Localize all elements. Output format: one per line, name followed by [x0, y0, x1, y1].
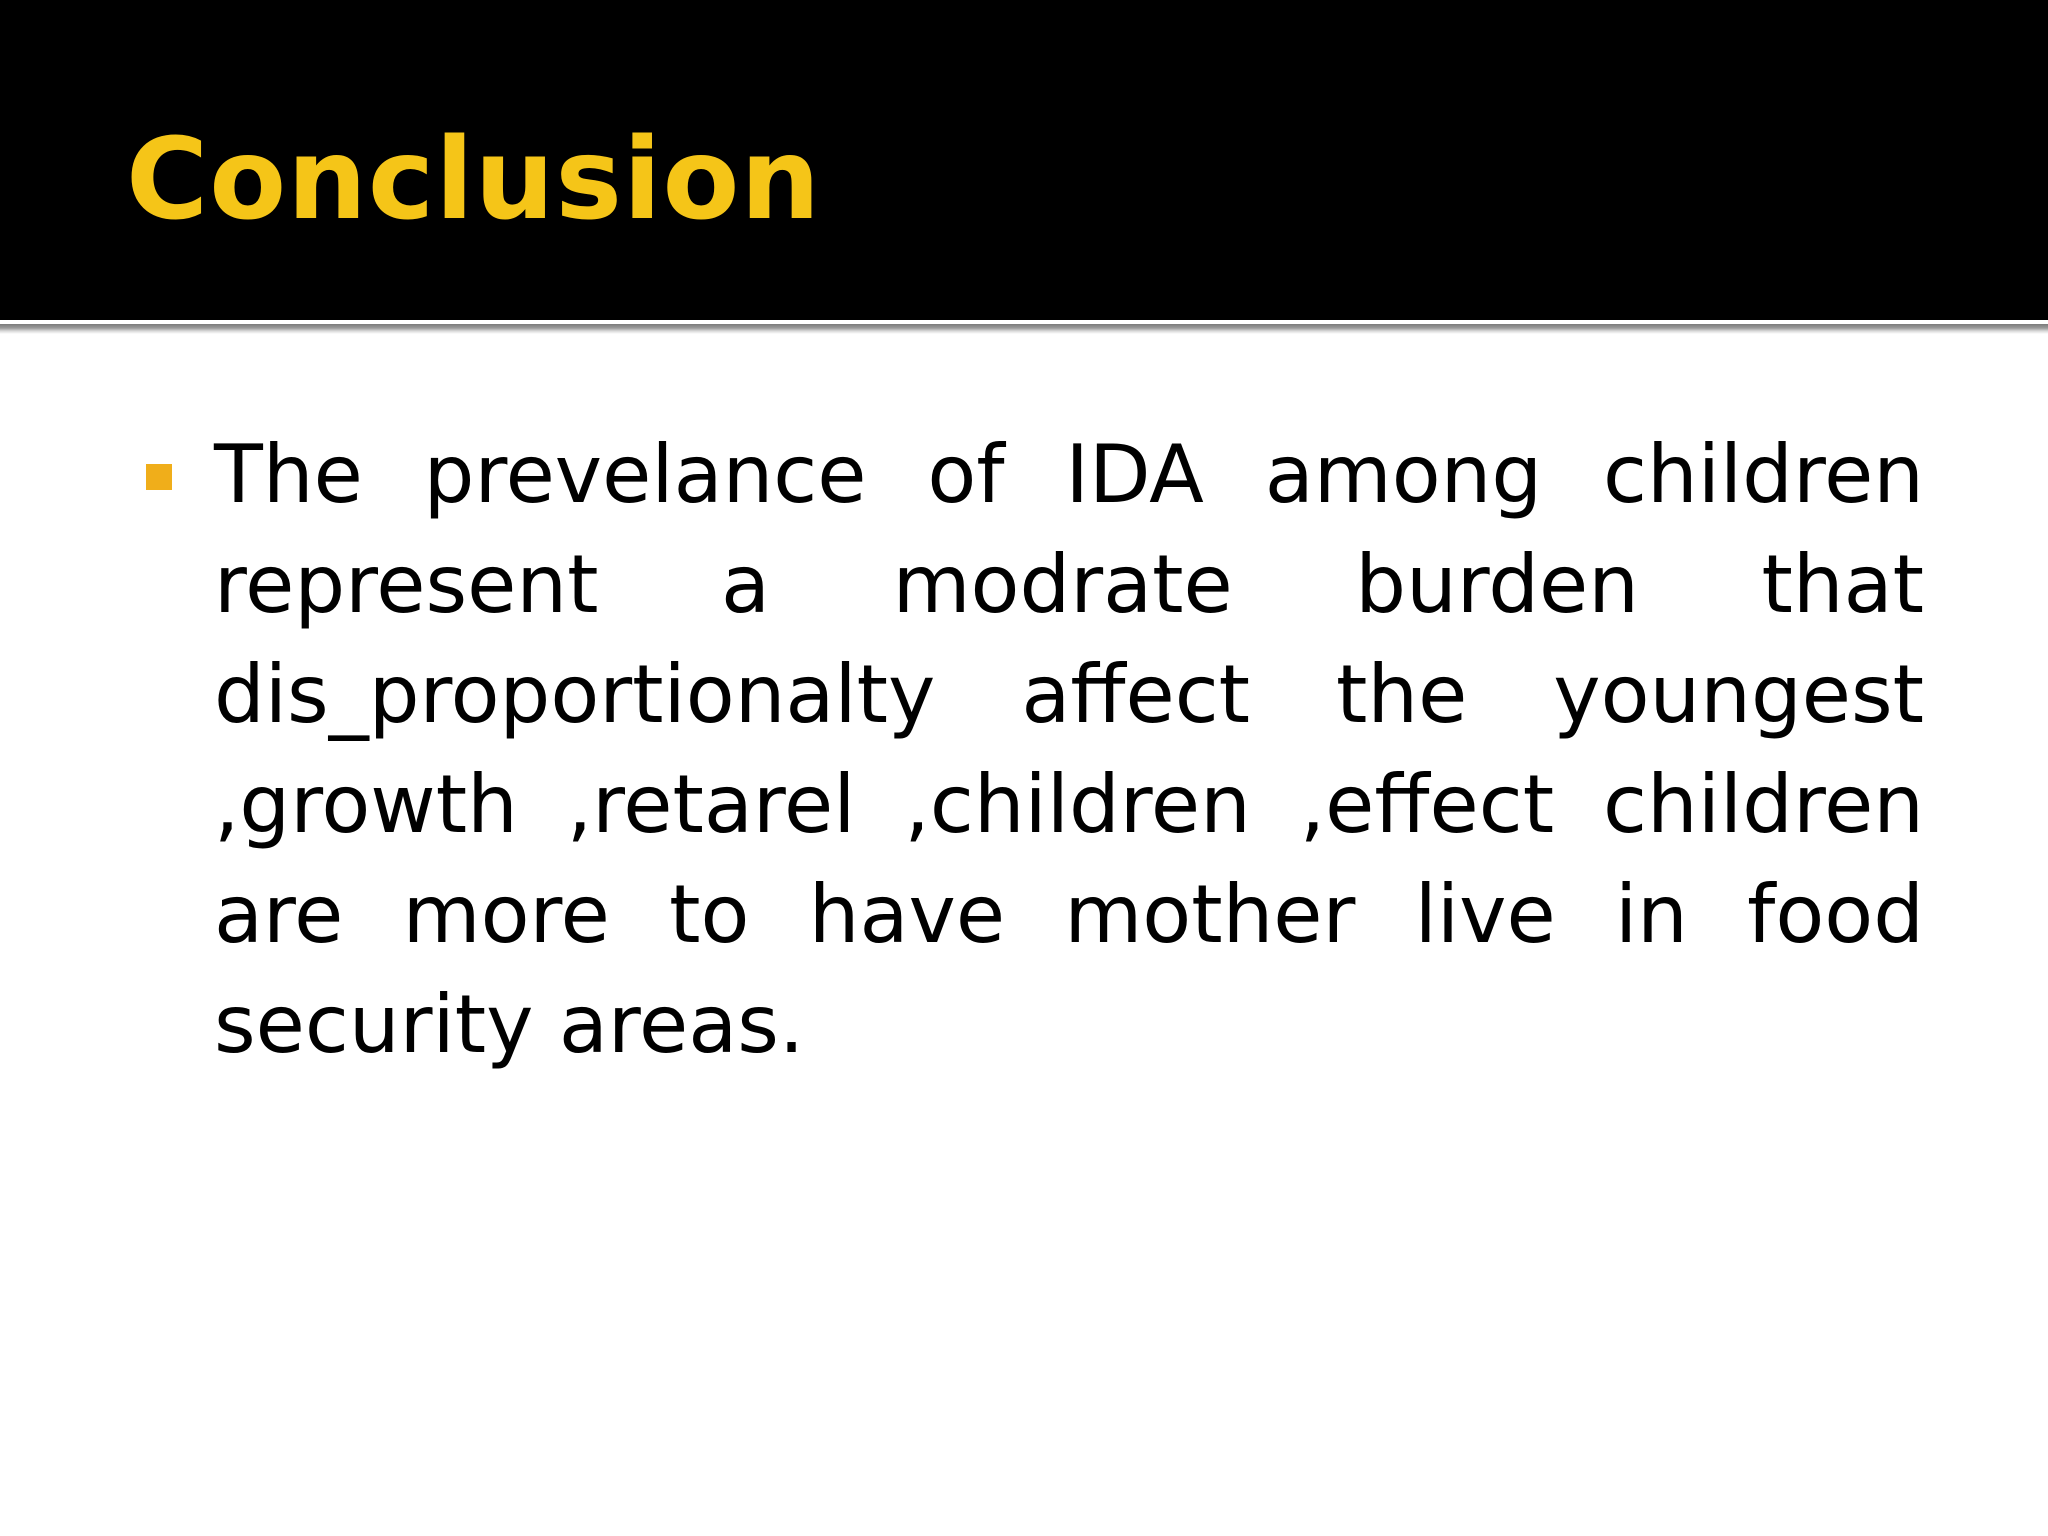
bullet-item — [146, 420, 1924, 1080]
title-divider — [0, 320, 2048, 334]
slide-title: Conclusion — [126, 115, 822, 245]
slide-content — [146, 420, 1924, 1080]
square-bullet-icon — [146, 464, 172, 490]
bullet-text: The prevelance of IDA among children represent a modrate burden that dis_proportionalty affect the youngest ,growth ,retarel ,children ,effect children are more to have mother live in food security areas. — [214, 428, 1924, 1071]
title-bar — [0, 0, 2048, 320]
